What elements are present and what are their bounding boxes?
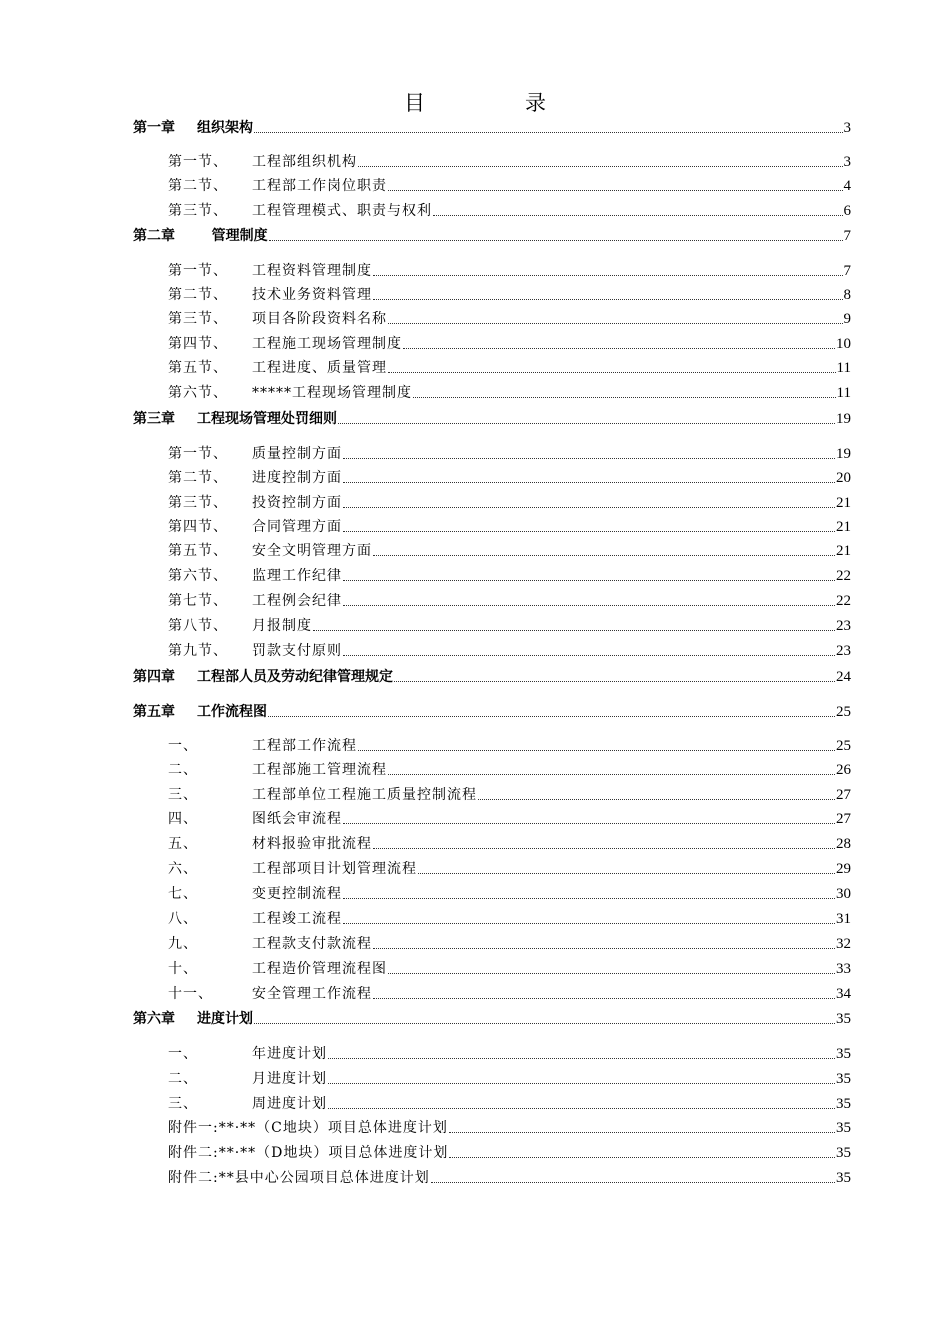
dot-leader bbox=[388, 972, 835, 974]
dot-leader bbox=[343, 481, 835, 483]
entry-number: 第二节、 bbox=[168, 178, 228, 194]
entry-page-number: 11 bbox=[836, 360, 851, 376]
entry-label: 工程进度、质量管理 bbox=[252, 360, 387, 376]
entry-page-number: 27 bbox=[836, 787, 851, 803]
entry-label: 工程造价管理流程图 bbox=[252, 961, 387, 977]
entry-label: 周进度计划 bbox=[252, 1096, 327, 1112]
entry-number: 第六节、 bbox=[168, 385, 228, 401]
dot-leader bbox=[343, 457, 835, 459]
entry-number: 二、 bbox=[168, 762, 198, 778]
dot-leader bbox=[388, 371, 836, 373]
entry-page-number: 35 bbox=[836, 1046, 851, 1062]
dot-leader bbox=[413, 396, 836, 398]
entry-page-number: 22 bbox=[836, 593, 851, 609]
entry-page-number: 28 bbox=[836, 836, 851, 852]
entry-label: 工程部项目计划管理流程 bbox=[252, 861, 417, 877]
entry-page-number: 7 bbox=[843, 263, 851, 279]
entry-number: 第三节、 bbox=[168, 495, 228, 511]
entry-label: 工程管理模式、职责与权利 bbox=[252, 203, 432, 219]
entry-number: 第八节、 bbox=[168, 618, 228, 634]
entry-page-number: 35 bbox=[836, 1120, 851, 1136]
entry-number: 第三节、 bbox=[168, 311, 228, 327]
entry-number: 二、 bbox=[168, 1071, 198, 1087]
entry-page-number: 34 bbox=[836, 986, 851, 1002]
toc-section-entry[interactable] bbox=[168, 613, 851, 635]
entry-label: **·**（D地块）项目总体进度计划 bbox=[218, 1145, 449, 1161]
toc-chapter-entry[interactable] bbox=[133, 115, 851, 137]
entry-label: 安全管理工作流程 bbox=[252, 986, 372, 1002]
entry-number: 五、 bbox=[168, 836, 198, 852]
dot-leader bbox=[373, 947, 835, 949]
dot-leader bbox=[358, 165, 843, 167]
toc-section-entry[interactable] bbox=[168, 881, 851, 903]
entry-number: 第四节、 bbox=[168, 519, 228, 535]
dot-leader bbox=[373, 274, 843, 276]
dot-leader bbox=[388, 773, 835, 775]
toc-chapter-entry[interactable] bbox=[133, 406, 851, 428]
dot-leader bbox=[449, 1131, 835, 1133]
entry-page-number: 23 bbox=[836, 643, 851, 659]
dot-leader bbox=[449, 1156, 835, 1158]
toc-section-entry[interactable] bbox=[168, 757, 851, 779]
entry-page-number: 31 bbox=[836, 911, 851, 927]
entry-number: 第五节、 bbox=[168, 360, 228, 376]
toc-section-entry[interactable] bbox=[168, 258, 851, 280]
dot-leader bbox=[343, 506, 835, 508]
toc-title-right: 录 bbox=[525, 91, 546, 115]
entry-label: 工程部单位工程施工质量控制流程 bbox=[252, 787, 477, 803]
toc-section-entry[interactable] bbox=[168, 782, 851, 804]
dot-leader bbox=[388, 322, 843, 324]
entry-number: 第二章 bbox=[133, 228, 175, 244]
toc-section-entry[interactable] bbox=[168, 1041, 851, 1063]
entry-label: 工程部组织机构 bbox=[252, 154, 357, 170]
toc-section-entry[interactable] bbox=[168, 282, 851, 304]
entry-number: 十一、 bbox=[168, 986, 213, 1002]
entry-label: 罚款支付原则 bbox=[252, 643, 342, 659]
toc-annex-entry[interactable] bbox=[168, 1165, 851, 1187]
entry-number: 第九节、 bbox=[168, 643, 228, 659]
entry-number: 四、 bbox=[168, 811, 198, 827]
entry-page-number: 19 bbox=[836, 446, 851, 462]
entry-number: 附件二: bbox=[168, 1145, 219, 1161]
toc-chapter-entry[interactable] bbox=[133, 664, 851, 686]
entry-number: 三、 bbox=[168, 1096, 198, 1112]
entry-label: *****工程现场管理制度 bbox=[252, 385, 412, 401]
toc-section-entry[interactable] bbox=[168, 931, 851, 953]
entry-number: 第一节、 bbox=[168, 446, 228, 462]
entry-page-number: 24 bbox=[836, 669, 851, 685]
toc-section-entry[interactable] bbox=[168, 173, 851, 195]
dot-leader bbox=[328, 1107, 835, 1109]
toc-section-entry[interactable] bbox=[168, 538, 851, 560]
dot-leader bbox=[388, 189, 843, 191]
dot-leader bbox=[373, 997, 835, 999]
dot-leader bbox=[254, 131, 843, 133]
entry-number: 一、 bbox=[168, 1046, 198, 1062]
dot-leader bbox=[478, 798, 835, 800]
dot-leader bbox=[343, 579, 835, 581]
toc-section-entry[interactable] bbox=[168, 956, 851, 978]
toc-section-entry[interactable] bbox=[168, 441, 851, 463]
entry-label: 工程款支付款流程 bbox=[252, 936, 372, 952]
entry-label: 工程部工作岗位职责 bbox=[252, 178, 387, 194]
dot-leader bbox=[343, 922, 835, 924]
entry-number: 附件二: bbox=[168, 1170, 219, 1186]
entry-label: 工程例会纪律 bbox=[252, 593, 342, 609]
entry-page-number: 29 bbox=[836, 861, 851, 877]
toc-section-entry[interactable] bbox=[168, 831, 851, 853]
entry-number: 第二节、 bbox=[168, 287, 228, 303]
entry-number: 第六章 bbox=[133, 1011, 175, 1027]
dot-leader bbox=[373, 298, 843, 300]
entry-label: 工程现场管理处罚细则 bbox=[197, 411, 337, 427]
toc-section-entry[interactable] bbox=[168, 588, 851, 610]
entry-label: 工作流程图 bbox=[197, 704, 267, 720]
toc-section-entry[interactable] bbox=[168, 563, 851, 585]
entry-page-number: 27 bbox=[836, 811, 851, 827]
entry-label: 材料报验审批流程 bbox=[252, 836, 372, 852]
entry-number: 第四章 bbox=[133, 669, 175, 685]
toc-section-entry[interactable] bbox=[168, 198, 851, 220]
entry-label: 监理工作纪律 bbox=[252, 568, 342, 584]
dot-leader bbox=[269, 239, 843, 241]
toc-section-entry[interactable] bbox=[168, 331, 851, 353]
entry-number: 第三节、 bbox=[168, 203, 228, 219]
entry-number: 第一章 bbox=[133, 120, 175, 136]
entry-number: 十、 bbox=[168, 961, 198, 977]
dot-leader bbox=[313, 629, 835, 631]
entry-label: 进度计划 bbox=[197, 1011, 253, 1027]
entry-number: 第五节、 bbox=[168, 543, 228, 559]
dot-leader bbox=[373, 847, 835, 849]
toc-section-entry[interactable] bbox=[168, 355, 851, 377]
entry-label: 投资控制方面 bbox=[252, 495, 342, 511]
dot-leader bbox=[338, 422, 835, 424]
toc-chapter-entry[interactable] bbox=[133, 699, 851, 721]
toc-section-entry[interactable] bbox=[168, 465, 851, 487]
dot-leader bbox=[268, 715, 835, 717]
toc-section-entry[interactable] bbox=[168, 149, 851, 171]
entry-page-number: 8 bbox=[843, 287, 851, 303]
entry-page-number: 22 bbox=[836, 568, 851, 584]
entry-label: 图纸会审流程 bbox=[252, 811, 342, 827]
toc-annex-entry[interactable] bbox=[168, 1115, 851, 1137]
toc-section-entry[interactable] bbox=[168, 733, 851, 755]
dot-leader bbox=[431, 1181, 835, 1183]
entry-label: 组织架构 bbox=[197, 120, 253, 136]
toc-section-entry[interactable] bbox=[168, 306, 851, 328]
entry-number: 第一节、 bbox=[168, 263, 228, 279]
dot-leader bbox=[343, 530, 835, 532]
dot-leader bbox=[394, 680, 835, 682]
entry-page-number: 26 bbox=[836, 762, 851, 778]
toc-section-entry[interactable] bbox=[168, 638, 851, 660]
dot-leader bbox=[328, 1057, 835, 1059]
entry-page-number: 3 bbox=[843, 154, 851, 170]
entry-label: 进度控制方面 bbox=[252, 470, 342, 486]
entry-label: 安全文明管理方面 bbox=[252, 543, 372, 559]
entry-page-number: 20 bbox=[836, 470, 851, 486]
dot-leader bbox=[254, 1022, 835, 1024]
entry-number: 三、 bbox=[168, 787, 198, 803]
entry-number: 附件一: bbox=[168, 1120, 219, 1136]
entry-number: 一、 bbox=[168, 738, 198, 754]
entry-page-number: 35 bbox=[836, 1071, 851, 1087]
entry-number: 第七节、 bbox=[168, 593, 228, 609]
dot-leader bbox=[433, 214, 843, 216]
dot-leader bbox=[328, 1082, 835, 1084]
entry-page-number: 19 bbox=[836, 411, 851, 427]
entry-label: 工程部工作流程 bbox=[252, 738, 357, 754]
entry-page-number: 11 bbox=[836, 385, 851, 401]
entry-label: 月进度计划 bbox=[252, 1071, 327, 1087]
entry-label: 工程施工现场管理制度 bbox=[252, 336, 402, 352]
entry-page-number: 25 bbox=[836, 738, 851, 754]
entry-page-number: 21 bbox=[836, 495, 851, 511]
entry-number: 八、 bbox=[168, 911, 198, 927]
entry-number: 九、 bbox=[168, 936, 198, 952]
toc-section-entry[interactable] bbox=[168, 906, 851, 928]
entry-page-number: 21 bbox=[836, 519, 851, 535]
entry-page-number: 35 bbox=[836, 1170, 851, 1186]
entry-page-number: 10 bbox=[836, 336, 851, 352]
entry-label: 工程竣工流程 bbox=[252, 911, 342, 927]
toc-section-entry[interactable] bbox=[168, 981, 851, 1003]
entry-label: 变更控制流程 bbox=[252, 886, 342, 902]
entry-label: **县中心公园项目总体进度计划 bbox=[218, 1170, 430, 1186]
entry-page-number: 35 bbox=[836, 1011, 851, 1027]
entry-label: 工程部人员及劳动纪律管理规定 bbox=[197, 669, 393, 685]
dot-leader bbox=[343, 604, 835, 606]
toc-section-entry[interactable] bbox=[168, 806, 851, 828]
entry-page-number: 6 bbox=[843, 203, 851, 219]
entry-label: 合同管理方面 bbox=[252, 519, 342, 535]
entry-number: 第一节、 bbox=[168, 154, 228, 170]
toc-section-entry[interactable] bbox=[168, 1066, 851, 1088]
entry-page-number: 25 bbox=[836, 704, 851, 720]
entry-label: 工程部施工管理流程 bbox=[252, 762, 387, 778]
entry-page-number: 23 bbox=[836, 618, 851, 634]
toc-section-entry[interactable] bbox=[168, 514, 851, 536]
toc-title-left: 目 bbox=[404, 91, 425, 115]
entry-number: 第四节、 bbox=[168, 336, 228, 352]
entry-label: 管理制度 bbox=[197, 228, 268, 244]
toc-title bbox=[0, 87, 950, 117]
entry-label: **·**（C地块）项目总体进度计划 bbox=[218, 1120, 448, 1136]
dot-leader bbox=[418, 872, 835, 874]
entry-number: 第六节、 bbox=[168, 568, 228, 584]
entry-number: 第五章 bbox=[133, 704, 175, 720]
entry-label: 月报制度 bbox=[252, 618, 312, 634]
toc-annex-entry[interactable] bbox=[168, 1140, 851, 1162]
dot-leader bbox=[358, 749, 835, 751]
dot-leader bbox=[343, 654, 835, 656]
entry-label: 工程资料管理制度 bbox=[252, 263, 372, 279]
entry-page-number: 4 bbox=[843, 178, 851, 194]
entry-label: 技术业务资料管理 bbox=[252, 287, 372, 303]
entry-number: 六、 bbox=[168, 861, 198, 877]
entry-page-number: 3 bbox=[843, 120, 851, 136]
toc-section-entry[interactable] bbox=[168, 490, 851, 512]
entry-number: 第三章 bbox=[133, 411, 175, 427]
entry-page-number: 7 bbox=[843, 228, 851, 244]
dot-leader bbox=[343, 822, 835, 824]
toc-section-entry[interactable] bbox=[168, 1091, 851, 1113]
entry-page-number: 35 bbox=[836, 1096, 851, 1112]
toc-chapter-entry[interactable] bbox=[133, 223, 851, 245]
entry-page-number: 35 bbox=[836, 1145, 851, 1161]
entry-number: 七、 bbox=[168, 886, 198, 902]
entry-page-number: 21 bbox=[836, 543, 851, 559]
entry-page-number: 33 bbox=[836, 961, 851, 977]
toc-chapter-entry[interactable] bbox=[133, 1006, 851, 1028]
toc-section-entry[interactable] bbox=[168, 380, 851, 402]
entry-label: 质量控制方面 bbox=[252, 446, 342, 462]
dot-leader bbox=[343, 897, 835, 899]
entry-label: 项目各阶段资料名称 bbox=[252, 311, 387, 327]
entry-page-number: 9 bbox=[843, 311, 851, 327]
toc-section-entry[interactable] bbox=[168, 856, 851, 878]
entry-page-number: 32 bbox=[836, 936, 851, 952]
dot-leader bbox=[373, 554, 835, 556]
entry-number: 第二节、 bbox=[168, 470, 228, 486]
dot-leader bbox=[403, 347, 835, 349]
entry-label: 年进度计划 bbox=[252, 1046, 327, 1062]
entry-page-number: 30 bbox=[836, 886, 851, 902]
